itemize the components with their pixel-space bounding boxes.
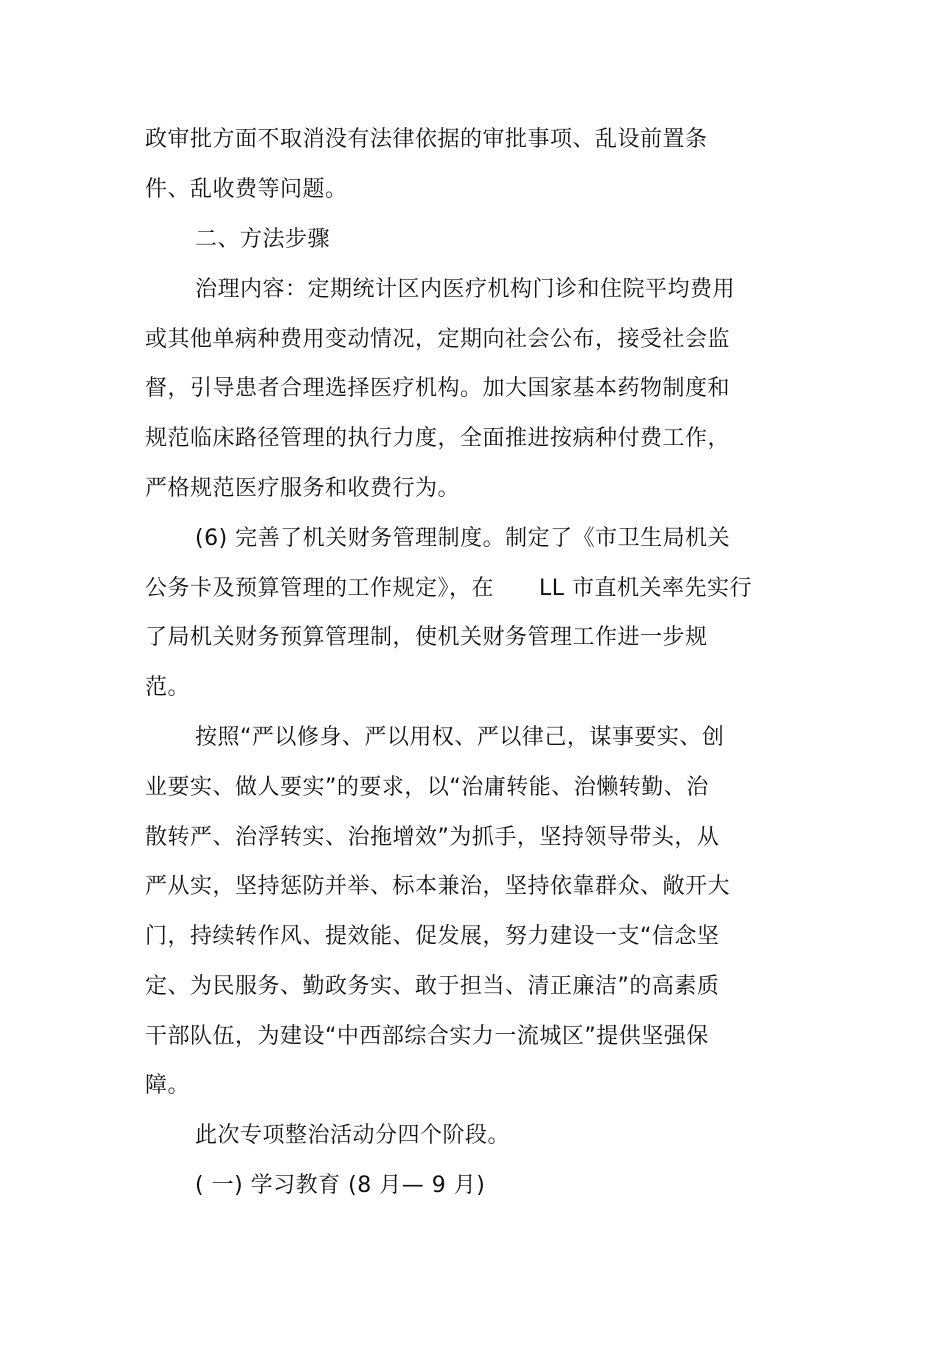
- text-line: 门，持续转作风、提效能、促发展，努力建设一支“信念坚: [145, 924, 720, 949]
- text-line: 定、为民服务、勤政务实、敢于担当、清正廉洁”的高素质: [145, 974, 720, 999]
- text-line: 规范临床路径管理的执行力度，全面推进按病种付费工作，: [145, 426, 731, 451]
- text-line: 业要实、做人要实”的要求，以“治庸转能、治懒转勤、治: [145, 775, 709, 800]
- text-line: (6) 完善了机关财务管理制度。制定了《市卫生局机关: [195, 526, 731, 551]
- section-heading: ( 一) 学习教育 (8 月— 9 月): [195, 1173, 486, 1198]
- text-line: 此次专项整治活动分四个阶段。: [195, 1123, 511, 1148]
- text-line: 按照“严以修身、严以用权、严以律己，谋事要实、创: [195, 725, 725, 750]
- text-line: 公务卡及预算管理的工作规定》，在 LL 市直机关率先实行: [145, 576, 753, 601]
- text-line: 严从实，坚持惩防并举、标本兼治，坚持依靠群众、敞开大: [145, 874, 731, 899]
- text-line: 件、乱收费等问题。: [145, 177, 348, 202]
- section-heading: 二、方法步骤: [195, 227, 331, 252]
- text-line: 政审批方面不取消没有法律依据的审批事项、乱设前置条: [145, 127, 708, 152]
- text-line: 散转严、治浮转实、治拖增效”为抓手，坚持领导带头，从: [145, 825, 720, 850]
- text-line: 或其他单病种费用变动情况，定期向社会公布，接受社会监: [145, 327, 731, 352]
- text-line: 障。: [145, 1073, 191, 1098]
- text-line: 干部队伍，为建设“中西部综合实力一流城区”提供坚强保: [145, 1024, 709, 1049]
- text-line: 范。: [145, 675, 191, 700]
- text-line: 治理内容：定期统计区内医疗机构门诊和住院平均费用: [195, 277, 736, 302]
- text-line: 严格规范医疗服务和收费行为。: [145, 476, 461, 501]
- text-line: 督，引导患者合理选择医疗机构。加大国家基本药物制度和: [145, 376, 731, 401]
- text-line: 了局机关财务预算管理制，使机关财务管理工作进一步规: [145, 625, 708, 650]
